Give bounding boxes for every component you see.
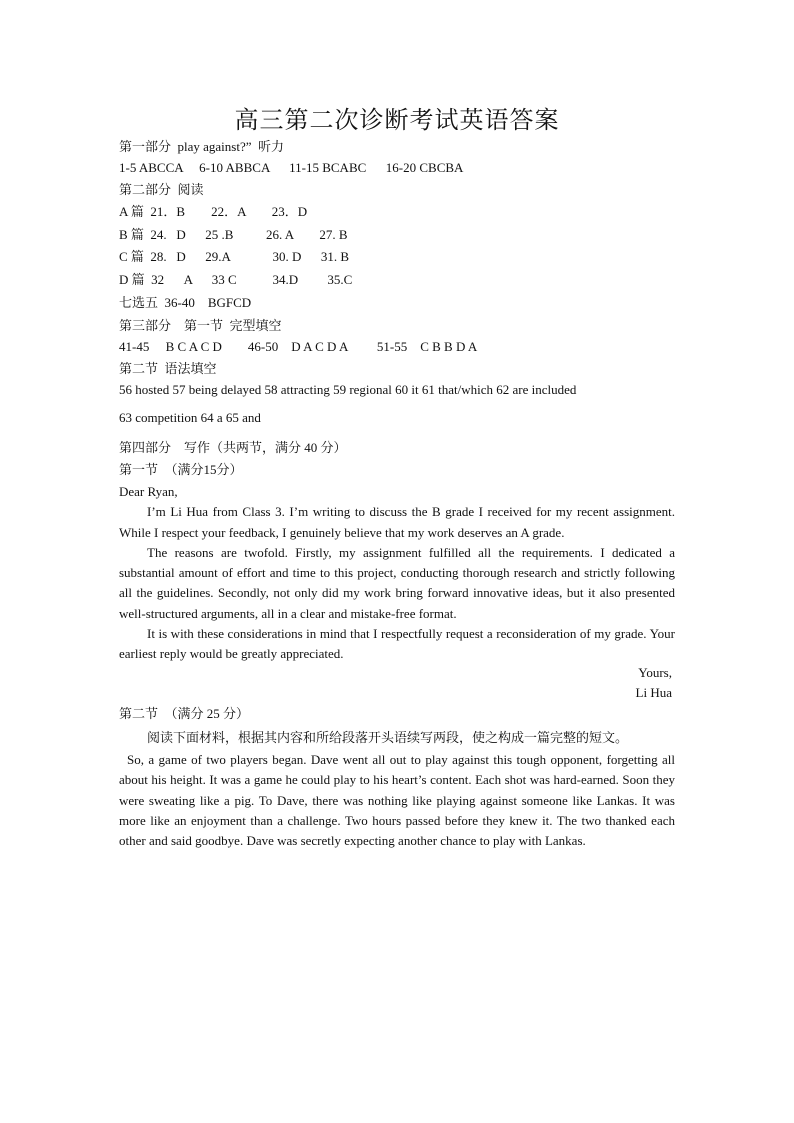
part3-heading: 第三部分 第一节 完型填空 — [119, 318, 282, 333]
part4-heading: 第四部分 写作（共两节，满分 40 分） — [119, 440, 347, 455]
part1-heading: 第一部分 play against?” 听力 — [119, 139, 284, 154]
continuation-instruction: 阅读下面材料，根据其内容和所给段落开头语续写两段，使之构成一篇完整的短文。 — [147, 730, 629, 745]
grammar-section-heading: 第二节 语法填空 — [119, 361, 217, 376]
continuation-passage: So, a game of two players began. Dave went all out to play against this tough opponent, forgetting all about his height. It was a game he could play to his heart’s content. Each shot was hard-earned. Soon they were sweating like a pig. To Dave, there was nothing like playing against someone like Lankas. It was more like an enjoyment than a challenge. Two hours passed before they knew it. The two thanked each other and said goodbye. Dave was secretly expecting another chance to play with Lankas. — [119, 752, 675, 849]
cloze-answers: 41-45 B C A C D 46-50 D A C D A 51-55 C B B D A — [119, 339, 478, 354]
grammar-answers-line-2: 63 competition 64 a 65 and — [119, 410, 261, 425]
letter-paragraph-2: The reasons are twofold. Firstly, my assignment fulfilled all the requirements. I dedicated a substantial amount of effort and time to this project, conducting thorough research and strictly following all the guidelines. Secondly, not only did my work bring forward innovative ideas, but it also presented well-structured arguments, all in a clear and mistake-free format. — [119, 544, 675, 621]
reading-row-b: B 篇 24. D 25 .B 26. A 27. B — [119, 227, 348, 242]
letter-closing: Yours, — [638, 665, 672, 680]
writing-section2-heading: 第二节 （满分 25 分） — [119, 706, 250, 721]
listening-answers: 1-5 ABCCA 6-10 ABBCA 11-15 BCABC 16-20 CBCBA — [119, 160, 464, 175]
reading-row-a: A 篇 21．B 22．A 23．D — [119, 204, 308, 219]
reading-row-c: C 篇 28. D 29.A 30. D 31. B — [119, 249, 350, 264]
continuation-instruction-block — [119, 728, 685, 748]
part2-heading: 第二部分 阅读 — [119, 182, 204, 197]
seven-choose-five-row: 七选五 36-40 BGFCD — [119, 295, 252, 310]
continuation-passage-block — [119, 750, 675, 851]
reading-row-d: D 篇 32 A 33 C 34.D 35.C — [119, 272, 353, 287]
grammar-answers-line-1: 56 hosted 57 being delayed 58 attracting 59 regional 60 it 61 that/which 62 are included — [119, 382, 577, 397]
letter-paragraph-3: It is with these considerations in mind that I respectfully request a reconsideration of my grade. Your earliest reply would be greatly appreciated. — [119, 626, 675, 662]
letter-paragraph-1: I’m Li Hua from Class 3. I’m writing to discuss the B grade I received for my recent assignment. While I respect your feedback, I genuinely believe that my work deserves an A grade. — [119, 504, 675, 540]
page-title: 高三第二次诊断考试英语答案 — [234, 106, 560, 134]
letter-signature: Li Hua — [635, 685, 672, 700]
writing-section1-heading: 第一节 （满分15分） — [119, 462, 243, 477]
letter-greeting: Dear Ryan, — [119, 484, 178, 499]
model-letter — [119, 482, 675, 665]
